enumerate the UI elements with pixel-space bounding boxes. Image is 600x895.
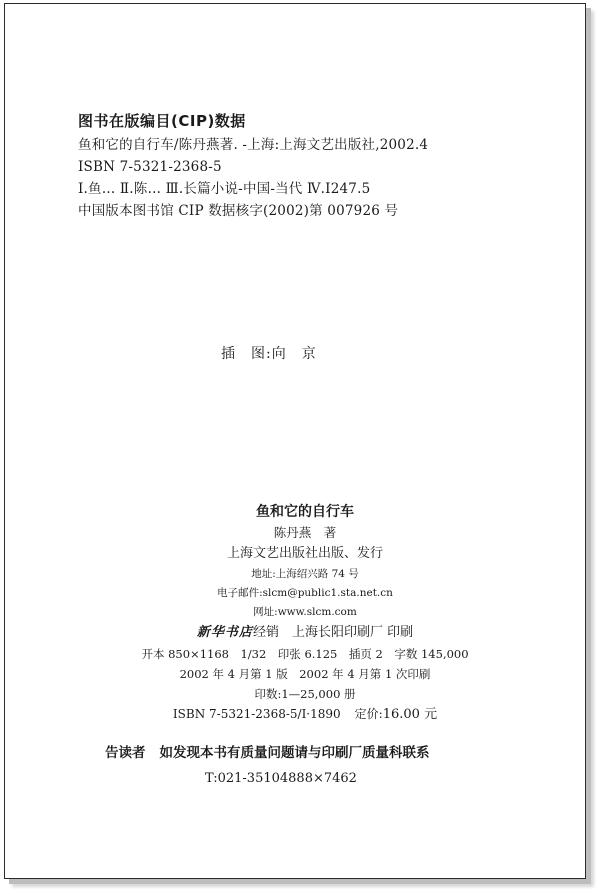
publisher-line: 上海文艺出版社出版、发行 — [226, 546, 383, 561]
publisher-email: 电子邮件:slcm@public1.sta.net.cn — [217, 587, 393, 599]
edition-line: 2002 年 4 月第 1 版 2002 年 4 月第 1 次印刷 — [179, 667, 431, 681]
notice-label: 告读者 — [105, 745, 146, 761]
author-line: 陈丹燕 著 — [273, 525, 337, 540]
price-label: 定价: — [354, 707, 383, 721]
illustration-artist: 向 京 — [271, 346, 317, 362]
colophon — [105, 501, 505, 725]
notice-message: 如发现本书有质量问题请与印刷厂质量科联系 — [159, 745, 430, 761]
cip-block — [78, 110, 558, 222]
cip-title: 图书在版编目(CIP)数据 — [78, 112, 246, 130]
notice-phone: T:021-35104888×7462 — [205, 771, 357, 786]
cip-data-number-line: 中国版本图书馆 CIP 数据核字(2002)第 007926 号 — [78, 203, 399, 219]
cip-classification-line: Ⅰ.鱼… Ⅱ.陈… Ⅲ.长篇小说-中国-当代 Ⅳ.I247.5 — [78, 181, 371, 197]
price-value: 16.00 元 — [382, 707, 438, 722]
book-title: 鱼和它的自行车 — [256, 504, 354, 520]
publisher-address: 地址:上海绍兴路 74 号 — [251, 568, 359, 580]
distribution-text: 经销 上海长阳印刷厂 印刷 — [252, 625, 414, 640]
isbn-price-line — [105, 704, 505, 725]
cip-isbn-line: ISBN 7-5321-2368-5 — [78, 159, 222, 175]
reader-notice — [105, 740, 525, 792]
isbn-full: ISBN 7-5321-2368-5/I·1890 — [172, 707, 341, 721]
copyright-page — [4, 3, 586, 879]
distributor-name: 新华书店 — [196, 625, 253, 640]
illustration-label: 插 图: — [221, 346, 272, 362]
publisher-website: 网址:www.slcm.com — [253, 606, 357, 618]
format-specs: 开本 850×1168 1/32 印张 6.125 插页 2 字数 145,000 — [141, 647, 469, 661]
illustration-credit — [221, 343, 317, 363]
cip-catalog-line: 鱼和它的自行车/陈丹燕著. -上海:上海文艺出版社,2002.4 — [78, 137, 429, 153]
distribution-line — [105, 622, 505, 644]
print-run: 印数:1—25,000 册 — [254, 687, 356, 701]
